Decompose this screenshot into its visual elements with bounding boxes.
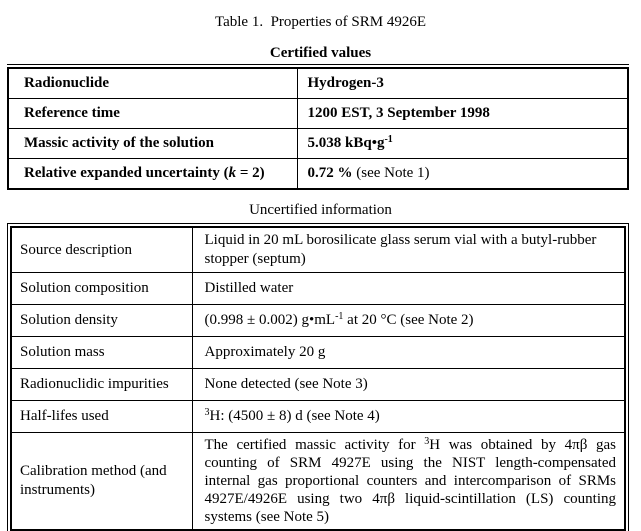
property-label: Solution composition (11, 273, 192, 305)
property-value: 5.038 $kBq•g^{-1}$ (297, 129, 628, 159)
property-value: The certified massic activity for $^3$H was obtained by 4πβ gas counting of SRM 4927E using the NIST length-compensated internal gas proportional counters and intercomparison of SRMs 4927E/4926E using two 4πβ liquid-scintillation (LS) counting systems (see Note 5) (192, 433, 625, 531)
certified-values-heading: Certified values (269, 45, 372, 61)
property-value: $^3$H: (4500 ± 8) d (see Note 4) (192, 401, 625, 433)
table-row (11, 401, 625, 433)
uncertified-information-table (10, 226, 626, 531)
table-row (8, 159, 628, 190)
table-row (8, 99, 628, 129)
property-value: 0.72 % (see Note 1) (297, 159, 628, 190)
property-value: (0.998 ± 0.002) $g•mL^{-1}$ at 20 °C (see Note 2) (192, 305, 625, 337)
property-value: 1200 EST, 3 September 1998 (297, 99, 628, 129)
property-label: Reference time (8, 99, 297, 129)
property-label: Source description (11, 227, 192, 273)
property-label: Half-lifes used (11, 401, 192, 433)
certified-values-table (7, 67, 629, 190)
table-row (11, 369, 625, 401)
property-label: Solution mass (11, 337, 192, 369)
property-value: Hydrogen-3 (297, 68, 628, 99)
table-row (8, 129, 628, 159)
table-caption: Table 1. Properties of SRM 4926E (214, 14, 426, 30)
property-value: Approximately 20 g (192, 337, 625, 369)
uncertified-information-heading: Uncertified information (249, 202, 392, 218)
table-row (11, 227, 625, 273)
certified-values-table-wrapper (7, 64, 629, 190)
property-value: Liquid in 20 mL borosilicate glass serum vial with a butyl-rubber stopper (septum) (192, 227, 625, 273)
table-row (11, 433, 625, 531)
property-label: Radionuclidic impurities (11, 369, 192, 401)
property-label: Massic activity of the solution (8, 129, 297, 159)
table-row (8, 68, 628, 99)
property-value: Distilled water (192, 273, 625, 305)
table-row (11, 273, 625, 305)
property-value: None detected (see Note 3) (192, 369, 625, 401)
property-label: Solution density (11, 305, 192, 337)
property-label: Relative expanded uncertainty (k = 2) (8, 159, 297, 190)
property-label: Radionuclide (8, 68, 297, 99)
table-row (11, 337, 625, 369)
table-row (11, 305, 625, 337)
property-label: Calibration method (and instruments) (11, 433, 192, 531)
